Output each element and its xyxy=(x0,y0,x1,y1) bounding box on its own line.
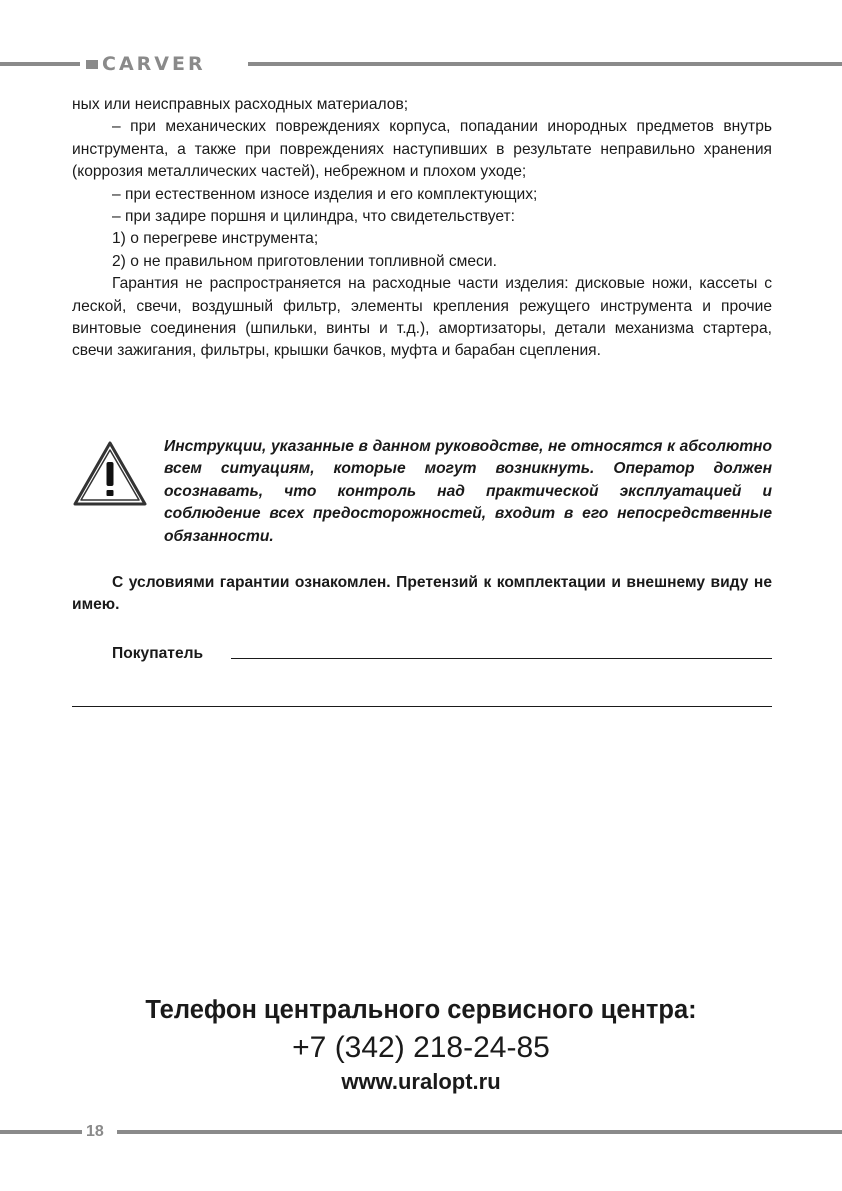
brand-name: CARVER xyxy=(102,53,206,75)
warning-text xyxy=(164,436,772,548)
paragraph: 2) о не правильном приготовлении топливной смеси. xyxy=(112,252,497,270)
service-website: www.uralopt.ru xyxy=(341,1069,501,1094)
paragraph: Гарантия не распространяется на расходные части изделия: дисковые ножи, кассеты с леской, свечи, воздушный фильтр, элементы крепления режущего инструмента и прочие винтовые соединения (шпильки, винты и т.д.), амортизаторы, детали механизма стартера, свечи зажигания, фильтры, крышки бачков, муфта и барабан сцепления. xyxy=(72,275,772,360)
warranty-exclusions-text xyxy=(72,94,772,363)
header-rule-right xyxy=(248,62,842,66)
service-phone: +7 (342) 218-24-85 xyxy=(292,1031,550,1064)
brand-logo xyxy=(86,53,206,75)
consent-statement: С условиями гарантии ознакомлен. Претензий к комплектации и внешнему виду не имею. xyxy=(72,574,772,614)
brand-bar-icon xyxy=(86,60,98,69)
buyer-signature-line xyxy=(231,658,772,659)
page-number: 18 xyxy=(86,1123,104,1140)
paragraph: – при задире поршня и цилиндра, что свидетельствует: xyxy=(112,208,515,226)
footer-rule-right xyxy=(117,1130,842,1134)
paragraph: – при механических повреждениях корпуса, попадании инородных предметов внутрь инструмента, а также при повреждениях наступивших в результате неправильно хранения (коррозия металлических частей), небрежном и плохом уходе; xyxy=(72,118,772,181)
paragraph: – при естественном износе изделия и его комплектующих; xyxy=(112,185,538,203)
service-center-title: Телефон центрального сервисного центра: xyxy=(145,996,697,1024)
warning-triangle-icon xyxy=(72,440,148,508)
footer-rule-left xyxy=(0,1130,82,1134)
paragraph: ных или неисправных расходных материалов; xyxy=(72,96,409,113)
warning-notice xyxy=(72,436,772,548)
buyer-label: Покупатель xyxy=(112,645,204,662)
warning-paragraph: Инструкции, указанные в данном руководстве, не относятся к абсолютно всем ситуациям, которые могут возникнуть. Оператор должен осознавать, что контроль над практической эксплуатацией и соблюдение всех предосторожностей, входит в его непосредственные обязанности. xyxy=(164,438,772,545)
signature-line xyxy=(72,706,772,707)
header-rule-left xyxy=(0,62,80,66)
paragraph: 1) о перегреве инструмента; xyxy=(112,230,319,248)
